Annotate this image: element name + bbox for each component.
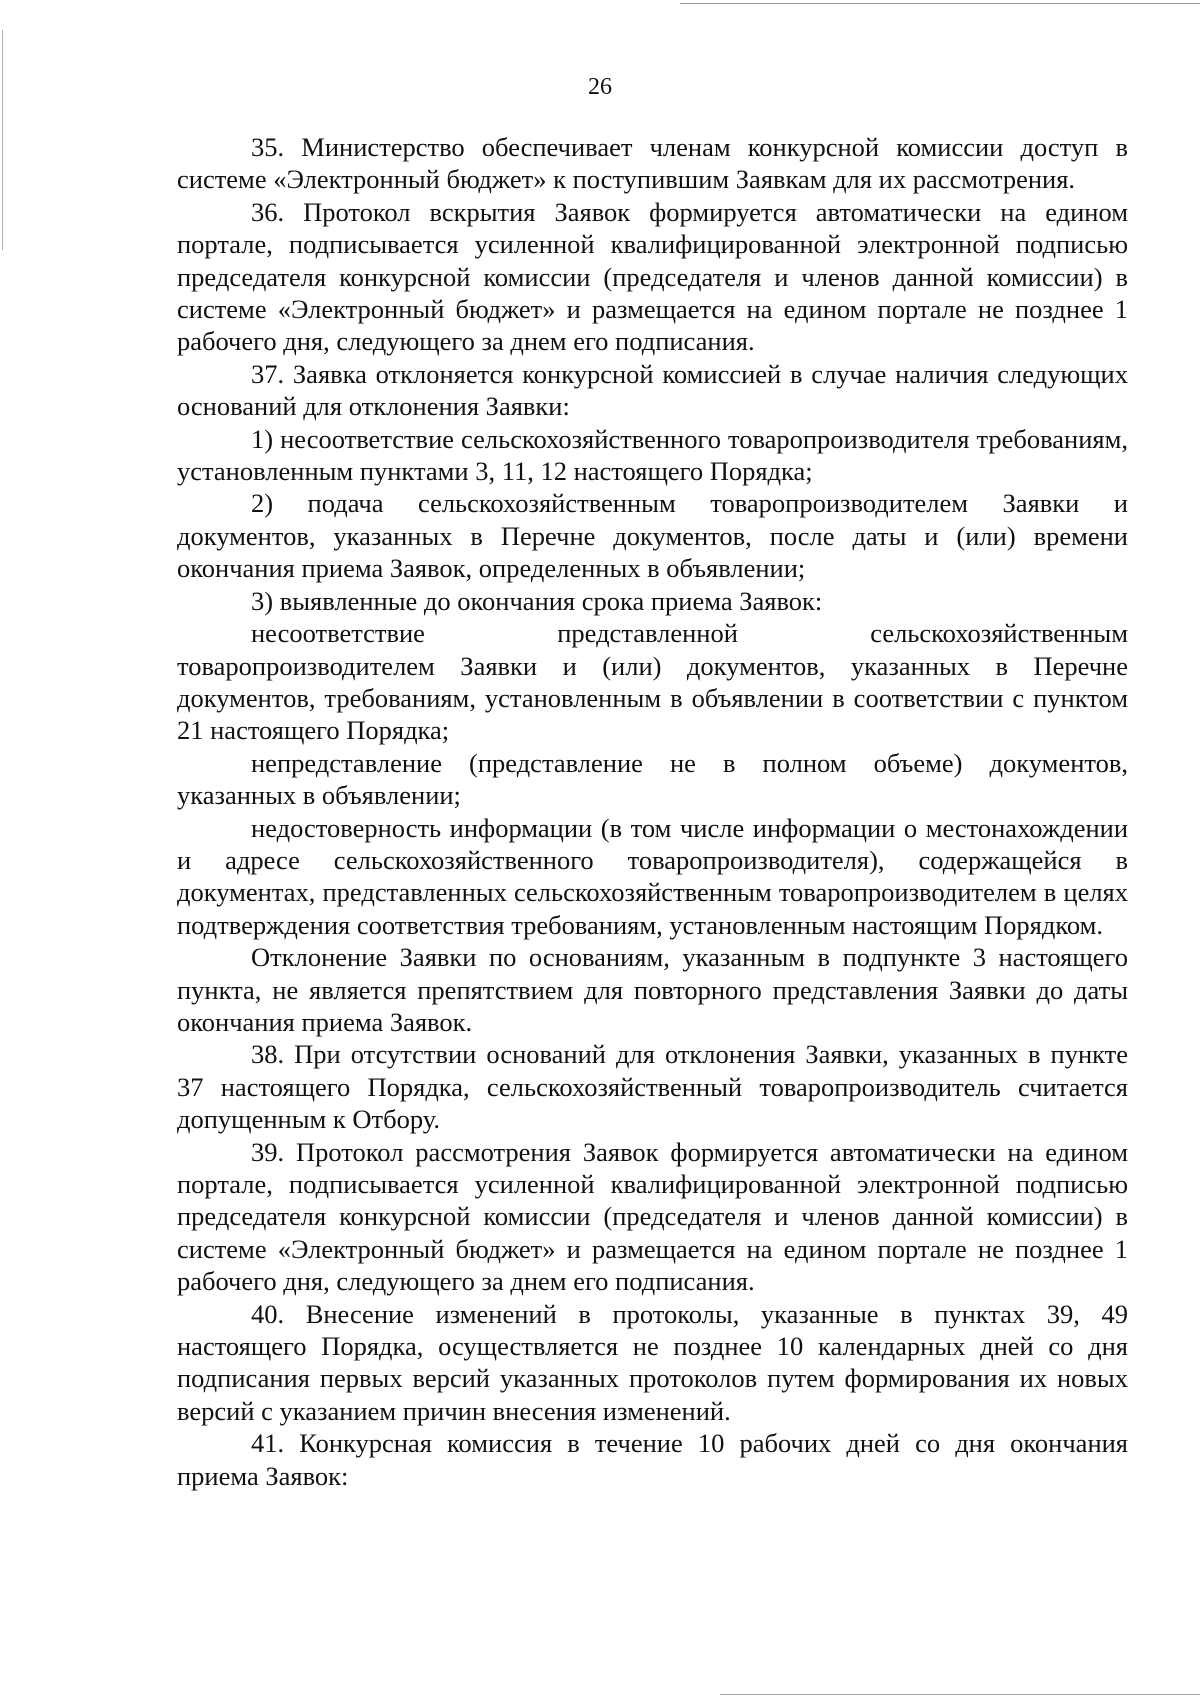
scan-edge-line-top [680, 3, 1200, 4]
paragraph-37-item-1: 1) несоответствие сельскохозяйственного товаропроизводителя требованиям, установленным пунктами 3, 11, 12 настоящего Порядка; [177, 423, 1128, 487]
paragraph-37-item-3-nonconformity: несоответствие представленной сельскохозяйственным товаропроизводителем Заявки и (или) документов, указанных в Перечне документов, требованиям, установленным в объявлении в соответствии с пунктом 21 настоящего Порядка; [177, 618, 1128, 746]
document-body [177, 131, 1128, 1492]
paragraph-37-item-3-unreliability: недостоверность информации (в том числе информации о местонахождении и адресе сельскохозяйственного товаропроизводителя), содержащейся в документах, представленных сельскохозяйственным товаропроизводителем в целях подтверждения соответствия требованиям, установленным настоящим Порядком. [177, 812, 1128, 940]
paragraph-39: 39. Протокол рассмотрения Заявок формируется автоматически на едином портале, подписывается усиленной квалифицированной электронной подписью председателя конкурсной комиссии (председателя и членов данной комиссии) в системе «Электронный бюджет» и размещается на едином портале не позднее 1 рабочего дня, следующего за днем его подписания. [177, 1136, 1128, 1297]
paragraph-37: 37. Заявка отклоняется конкурсной комиссией в случае наличия следующих оснований для отклонения Заявки: [177, 358, 1128, 422]
page-number: 26 [588, 74, 612, 100]
scan-edge-line-bottom [720, 1694, 1200, 1695]
scan-edge-line-left [2, 30, 3, 250]
paragraph-36: 36. Протокол вскрытия Заявок формируется автоматически на едином портале, подписывается усиленной квалифицированной электронной подписью председателя конкурсной комиссии (председателя и членов данной комиссии) в системе «Электронный бюджет» и размещается на едином портале не позднее 1 рабочего дня, следующего за днем его подписания. [177, 196, 1128, 357]
paragraph-37-item-2: 2) подача сельскохозяйственным товаропроизводителем Заявки и документов, указанных в Перечне документов, после даты и (или) времени окончания приема Заявок, определенных в объявлении; [177, 488, 1128, 584]
paragraph-37-item-3-nonsubmission: непредставление (представление не в полном объеме) документов, указанных в объявлении; [177, 747, 1128, 811]
paragraph-35: 35. Министерство обеспечивает членам конкурсной комиссии доступ в системе «Электронный бюджет» к поступившим Заявкам для их рассмотрения. [177, 132, 1128, 195]
paragraph-37-item-3: 3) выявленные до окончания срока приема Заявок: [251, 585, 823, 616]
paragraph-38: 38. При отсутствии оснований для отклонения Заявки, указанных в пункте 37 настоящего Порядка, сельскохозяйственный товаропроизводитель считается допущенным к Отбору. [177, 1039, 1128, 1135]
paragraph-40: 40. Внесение изменений в протоколы, указанные в пунктах 39, 49 настоящего Порядка, осуществляется не позднее 10 календарных дней со дня подписания первых версий указанных протоколов путем формирования их новых версий с указанием причин внесения изменений. [177, 1298, 1128, 1426]
paragraph-41: 41. Конкурсная комиссия в течение 10 рабочих дней со дня окончания приема Заявок: [177, 1428, 1128, 1491]
paragraph-37-rejection-note: Отклонение Заявки по основаниям, указанным в подпункте 3 настоящего пункта, не является препятствием для повторного представления Заявки до даты окончания приема Заявок. [177, 942, 1128, 1037]
